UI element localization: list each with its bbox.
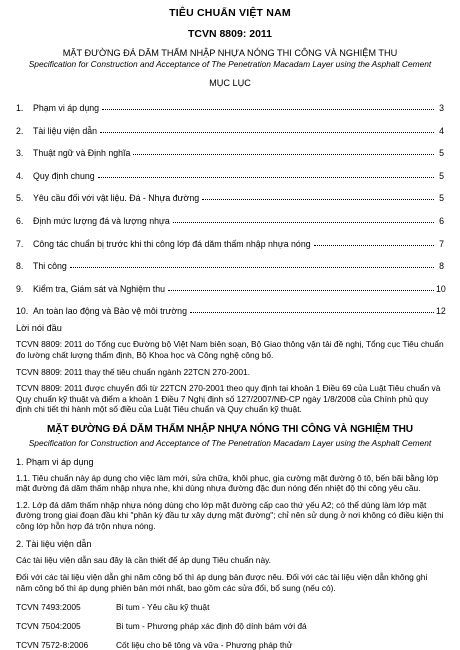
toc-item-page: 12 bbox=[436, 306, 446, 317]
foreword-heading: Lời nói đầu bbox=[16, 323, 62, 334]
section-paragraph: Các tài liệu viện dẫn sau đây là cần thiết để áp dụng Tiêu chuẩn này. bbox=[16, 555, 271, 566]
reference-standard-row bbox=[16, 602, 444, 612]
toc-item-number: 1. bbox=[16, 103, 24, 114]
document-title-vi: MẶT ĐƯỜNG ĐÁ DĂM THẤM NHẬP NHỰA NÓNG THI CÔNG VÀ NGHIỆM THU bbox=[62, 48, 398, 58]
toc-item[interactable] bbox=[16, 91, 444, 114]
reference-standard-row bbox=[16, 621, 444, 631]
toc-item-page: 10 bbox=[436, 283, 446, 294]
document-title-en: Specification for Construction and Acceptance of The Penetration Macadam Layer using the Asphalt Cement bbox=[28, 59, 432, 69]
section-heading-references: 2. Tài liệu viện dẫn bbox=[16, 539, 92, 550]
reference-standard-code: TCVN 7572-8:2006 bbox=[16, 640, 89, 650]
toc-item-title: Thuật ngữ và Định nghĩa bbox=[33, 148, 131, 159]
toc-item-page: 6 bbox=[439, 216, 444, 227]
toc-item[interactable] bbox=[16, 226, 444, 249]
reference-standard-code: TCVN 7504:2005 bbox=[16, 621, 81, 632]
toc-item[interactable] bbox=[16, 181, 444, 204]
toc-item-page: 8 bbox=[439, 261, 444, 272]
toc-item-title: Quy định chung bbox=[33, 170, 95, 181]
standard-number: TCVN 8809: 2011 bbox=[187, 28, 273, 40]
toc-item-number: 8. bbox=[16, 261, 24, 272]
toc-item-page: 5 bbox=[439, 170, 444, 181]
reference-standard-desc: Bi tum - Yêu cầu kỹ thuật bbox=[116, 602, 210, 613]
toc-leader-dots bbox=[168, 290, 434, 291]
body-title-en: Specification for Construction and Acceptance of The Penetration Macadam Layer using the Asphalt Cement bbox=[28, 438, 432, 448]
toc-leader-dots bbox=[98, 177, 434, 178]
toc-leader-dots bbox=[314, 245, 434, 246]
toc-leader-dots bbox=[70, 267, 434, 268]
toc-leader-dots bbox=[173, 222, 434, 223]
toc-item-number: 4. bbox=[16, 170, 24, 181]
toc-item-title: An toàn lao động và Bảo vệ môi trường bbox=[33, 306, 187, 317]
toc-leader-dots bbox=[102, 109, 434, 110]
toc-item[interactable] bbox=[16, 136, 444, 159]
reference-standard-row bbox=[16, 640, 444, 650]
toc-item-page: 5 bbox=[439, 193, 444, 204]
table-of-contents bbox=[16, 91, 444, 317]
toc-item-page: 5 bbox=[439, 148, 444, 159]
toc-item-number: 9. bbox=[16, 283, 24, 294]
toc-leader-dots bbox=[202, 199, 434, 200]
section-paragraph: 1.2. Lớp đá dăm thấm nhập nhựa nóng dùng cho lớp mặt đường cấp cao thứ yếu A2; có thể dùng làm lớp mặt đường trong giai đoạn đầu khi "phân kỳ đầu tư xây dựng mặt đường"; chỉ nên sử dụng ở nơi không có điều kiện thi công lớp hỗn hợp đá trộn nhựa nóng. bbox=[16, 499, 444, 531]
section-heading-scope: 1. Phạm vi áp dụng bbox=[16, 456, 94, 467]
foreword-paragraph: TCVN 8809: 2011 được chuyển đổi từ 22TCN 270-2001 theo quy định tại khoản 1 Điều 69 của Luật Tiêu chuẩn và Quy chuẩn kỹ thuật và điểm a khoản 1 Điều 7 Nghị định số 127/2007/NĐ-CP ngày 1/8/2008 của Chính phủ quy định chi tiết thi hành một số điều của Luật Tiêu chuẩn và Quy chuẩn kỹ thuật. bbox=[16, 383, 441, 415]
toc-item-title: Phạm vi áp dụng bbox=[33, 103, 100, 114]
toc-item-number: 3. bbox=[16, 148, 24, 159]
toc-heading: MỤC LỤC bbox=[209, 77, 251, 88]
toc-item-number: 7. bbox=[16, 238, 24, 249]
toc-item-title: Yêu cầu đối với vật liệu. Đá - Nhựa đường bbox=[33, 193, 200, 204]
body-title-vi: MẶT ĐƯỜNG ĐÁ DĂM THẤM NHẬP NHỰA NÓNG THI CÔNG VÀ NGHIỆM THU bbox=[47, 424, 413, 435]
toc-item[interactable] bbox=[16, 113, 444, 136]
standard-country-heading: TIÊU CHUẨN VIỆT NAM bbox=[169, 7, 291, 19]
toc-item-title: Định mức lượng đá và lượng nhựa bbox=[33, 216, 170, 227]
foreword-paragraph: TCVN 8809: 2011 thay thế tiêu chuẩn ngành 22TCN 270-2001. bbox=[16, 366, 251, 377]
toc-item-title: Tài liệu viện dẫn bbox=[33, 125, 98, 136]
reference-standard-code: TCVN 7493:2005 bbox=[16, 602, 81, 613]
toc-item[interactable] bbox=[16, 203, 444, 226]
reference-standard-desc: Cốt liệu cho bê tông và vữa - Phương pháp thử bbox=[116, 640, 293, 650]
toc-item-number: 10. bbox=[16, 306, 29, 317]
toc-item-page: 4 bbox=[439, 125, 444, 136]
toc-item[interactable] bbox=[16, 249, 444, 272]
toc-item[interactable] bbox=[16, 294, 444, 317]
toc-item-title: Thi công bbox=[33, 261, 67, 272]
toc-item-page: 7 bbox=[439, 238, 444, 249]
toc-item-number: 6. bbox=[16, 216, 24, 227]
toc-item[interactable] bbox=[16, 158, 444, 181]
toc-item[interactable] bbox=[16, 271, 444, 294]
section-paragraph: 1.1. Tiêu chuẩn này áp dụng cho việc làm mới, sửa chữa, khôi phục, gia cường mặt đường ô tô, bến bãi bằng lớp mặt đường đá dăm thấm nhập nhựa nhe, khi dùng nhựa đường đặc đun nóng đến nhiệt độ thi công yêu cầu. bbox=[16, 472, 439, 494]
toc-item-number: 5. bbox=[16, 193, 24, 204]
toc-leader-dots bbox=[190, 312, 434, 313]
toc-leader-dots bbox=[133, 154, 434, 155]
toc-item-page: 3 bbox=[439, 103, 444, 114]
section-paragraph: Đối với các tài liệu viện dẫn ghi năm công bố thì áp dụng bản được nêu. Đối với các tài liệu viện dẫn không ghi năm công bố thì áp dụng phiên bản mới nhất, bao gồm các sửa đổi, bổ sung (nếu có). bbox=[16, 572, 428, 593]
reference-standard-desc: Bi tum - Phương pháp xác định độ dính bám với đá bbox=[116, 621, 307, 632]
toc-item-number: 2. bbox=[16, 125, 24, 136]
toc-leader-dots bbox=[100, 132, 434, 133]
foreword-paragraph: TCVN 8809: 2011 do Tổng cục Đường bộ Việt Nam biên soạn, Bộ Giao thông vận tải đề nghị, Tổng cục Tiêu chuẩn đo lường chất lượng thẩm định, Bộ Khoa học và Công nghệ công bố. bbox=[16, 339, 444, 361]
toc-item-title: Kiểm tra, Giám sát và Nghiệm thu bbox=[33, 283, 166, 294]
toc-item-title: Công tác chuẩn bị trước khi thi công lớp đá dăm thấm nhập nhựa nóng bbox=[33, 238, 311, 249]
